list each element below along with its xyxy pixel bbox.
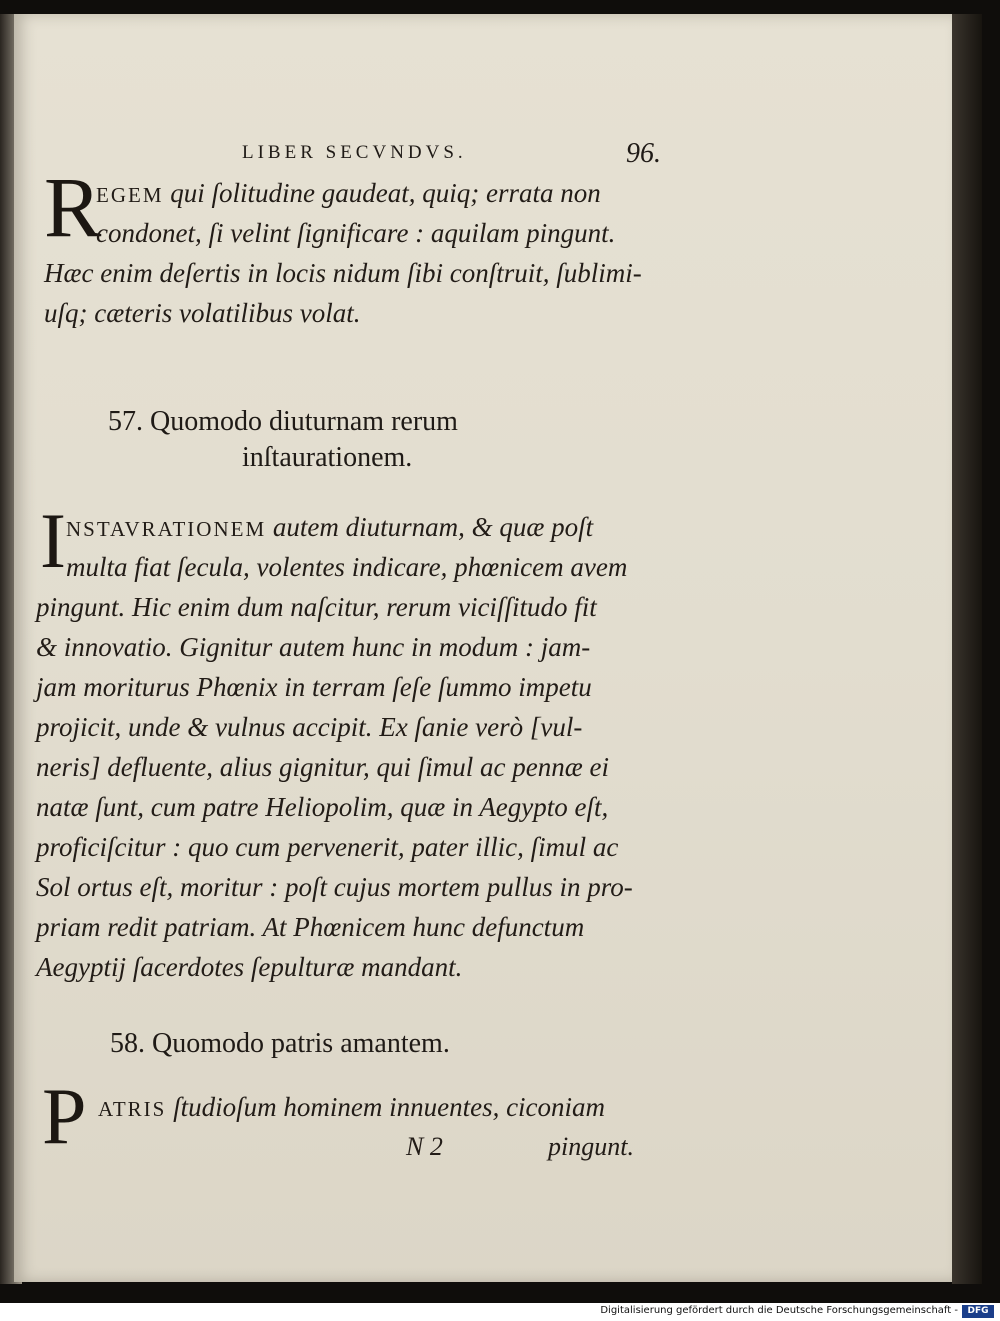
signature-mark: N 2: [406, 1132, 443, 1161]
lead-word: EGEM: [96, 183, 164, 207]
page-number: 96.: [626, 138, 661, 169]
text-span: autem diuturnam, & quæ poſt: [272, 512, 594, 542]
section-heading-58: 58. Quomodo patris amantem.: [110, 1028, 450, 1059]
text-line: [98, 1092, 605, 1123]
book-page: [14, 14, 952, 1282]
text-line: [96, 178, 601, 209]
lead-word: NSTAVRATIONEM: [66, 517, 267, 541]
text-line: condonet, ſi velint ſignificare : aquilam pingunt.: [96, 218, 616, 248]
text-line: & innovatio. Gignitur autem hunc in modum : jam-: [36, 632, 591, 662]
section-heading-57-cont: inſtaurationem.: [242, 442, 413, 473]
catchword: pingunt.: [548, 1132, 634, 1161]
page-edge-shadow: [952, 14, 982, 1284]
text-line: uſq; cæteris volatilibus volat.: [44, 298, 361, 328]
text-line: Sol ortus eſt, moritur : poſt cujus mortem pullus in pro-: [36, 872, 633, 902]
dfg-logo: DFG: [962, 1305, 994, 1318]
text-line: proficiſcitur : quo cum pervenerit, pater illic, ſimul ac: [36, 832, 619, 862]
text-line: projicit, unde & vulnus accipit. Ex ſanie verò [vul-: [36, 712, 583, 742]
drop-cap: I: [40, 497, 66, 584]
running-head: LIBER SECVNDVS.: [242, 142, 467, 163]
text-line: Aegyptij ſacerdotes ſepulturæ mandant.: [36, 952, 463, 982]
text-line: priam redit patriam. At Phœnicem hunc defunctum: [36, 912, 585, 942]
text-line: neris] defluente, alius gignitur, qui ſimul ac pennæ ei: [36, 752, 609, 782]
digitization-footer: [0, 1303, 1000, 1321]
text-span: qui ſolitudine gaudeat, quiq; errata non: [170, 178, 601, 208]
footer-credit: Digitalisierung gefördert durch die Deutsche Forschungsgemeinschaft -: [600, 1305, 958, 1316]
text-line: Hæc enim deſertis in locis nidum ſibi conſtruit, ſublimi-: [44, 258, 642, 288]
drop-cap: P: [42, 1073, 87, 1161]
text-line: natæ ſunt, cum patre Heliopolim, quæ in Aegypto eſt,: [36, 792, 609, 822]
lead-word: ATRIS: [98, 1097, 167, 1121]
text-line: jam moriturus Phœnix in terram ſeſe ſummo impetu: [36, 672, 592, 702]
drop-cap: R: [44, 159, 102, 255]
text-span: ſtudioſum hominem innuentes, ciconiam: [173, 1092, 606, 1122]
text-line: multa fiat ſecula, volentes indicare, phœnicem avem: [66, 552, 628, 582]
text-line: [66, 512, 593, 543]
section-heading-57: 57. Quomodo diuturnam rerum: [108, 406, 458, 437]
text-line: pingunt. Hic enim dum naſcitur, rerum viciſſitudo fit: [36, 592, 597, 622]
